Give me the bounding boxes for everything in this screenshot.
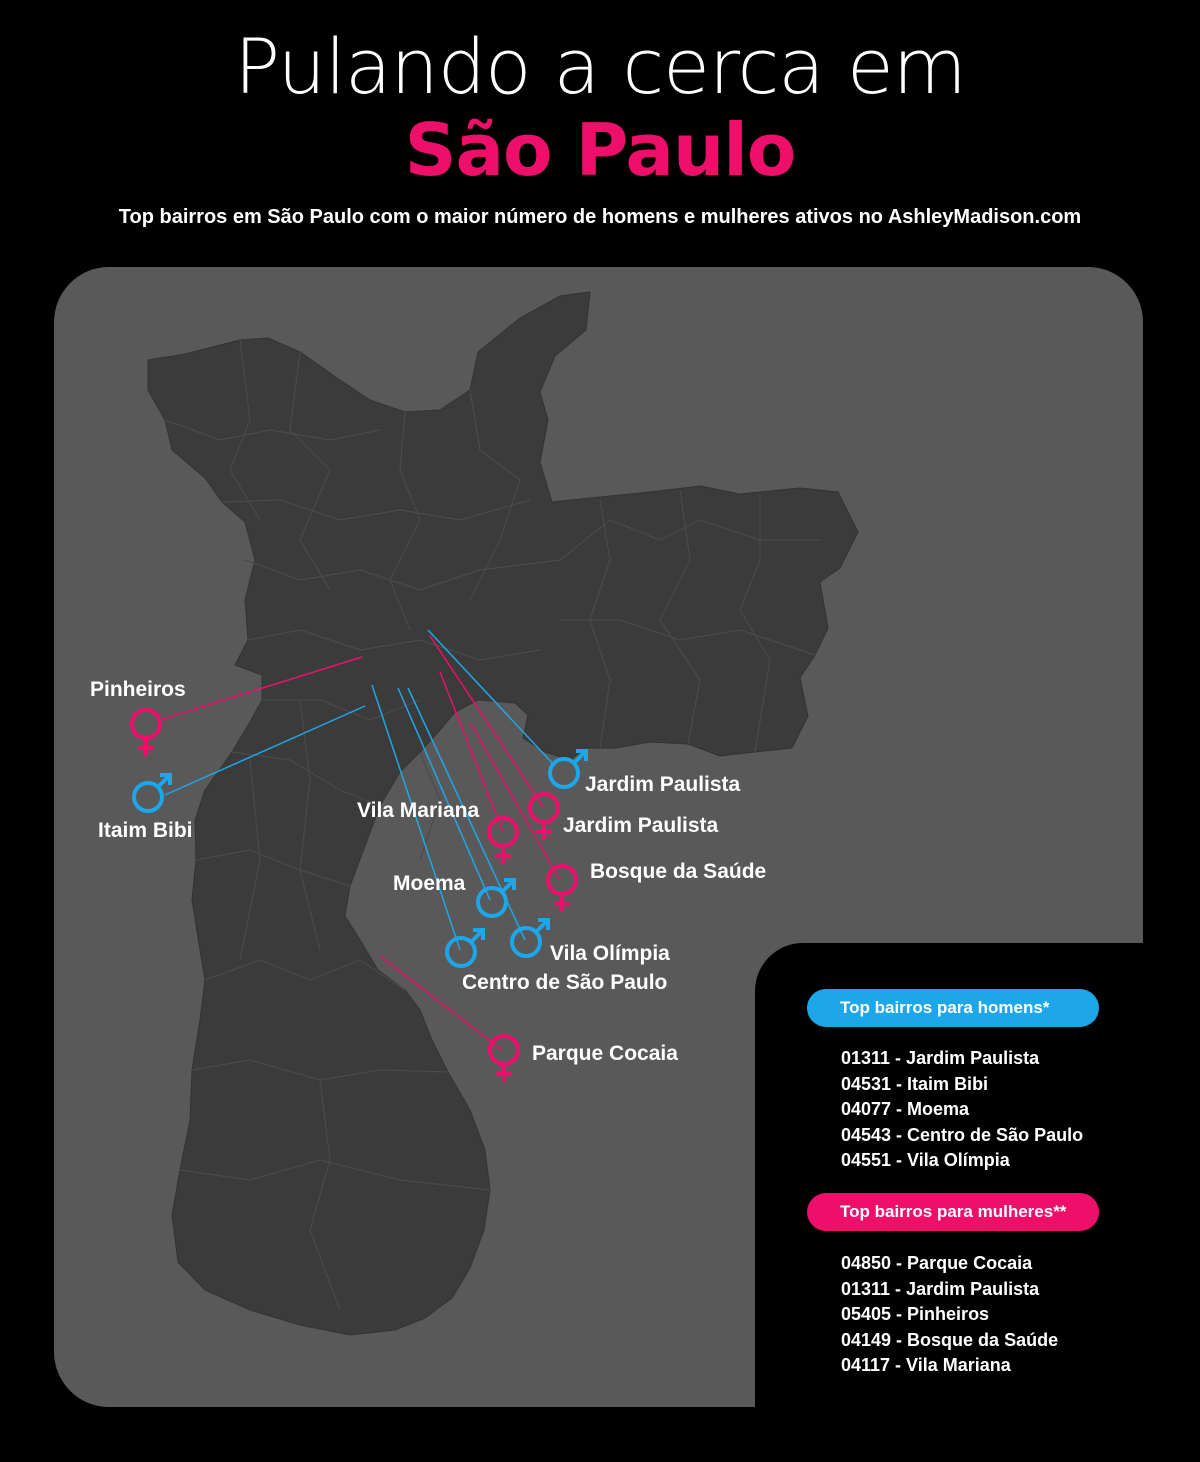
map-label-jardim-paulista-female: Jardim Paulista <box>563 814 719 837</box>
map-label-moema: Moema <box>393 872 466 895</box>
legend-women-item: 04850 - Parque Cocaia <box>841 1253 1033 1273</box>
legend-panel <box>755 943 1200 1462</box>
map-label-vila-olimpia: Vila Olímpia <box>550 942 670 965</box>
female-symbol-icon <box>132 710 160 756</box>
legend-women-item: 05405 - Pinheiros <box>841 1304 990 1324</box>
map-label-itaim-bibi: Itaim Bibi <box>98 819 193 842</box>
subtitle: Top bairros em São Paulo com o maior número de homens e mulheres ativos no AshleyMadison.com <box>118 206 1082 228</box>
map-label-parque-cocaia: Parque Cocaia <box>532 1042 678 1065</box>
female-symbol-icon <box>548 866 576 912</box>
map-label-vila-mariana: Vila Mariana <box>357 799 480 822</box>
map-label-bosque-da-saude: Bosque da Saúde <box>590 860 767 883</box>
legend-women-item: 04149 - Bosque da Saúde <box>841 1329 1059 1350</box>
legend-women-item: 01311 - Jardim Paulista <box>841 1278 1040 1299</box>
legend-men-item: 04077 - Moema <box>841 1099 970 1119</box>
map-label-centro: Centro de São Paulo <box>462 971 668 994</box>
male-symbol-icon <box>447 930 483 966</box>
legend-women-header: Top bairros para mulheres** <box>807 1193 1099 1231</box>
legend-women-item: 04117 - Vila Mariana <box>841 1355 1011 1375</box>
map-label-pinheiros: Pinheiros <box>90 678 186 701</box>
legend-men-item: 04543 - Centro de São Paulo <box>841 1124 1084 1145</box>
legend-men-item: 04531 - Itaim Bibi <box>841 1073 989 1094</box>
title-line-1: Pulando a cerca em <box>234 22 966 111</box>
female-symbol-icon <box>489 818 517 864</box>
legend-men-item: 04551 - Vila Olímpia <box>841 1150 1010 1170</box>
female-symbol-icon <box>530 794 558 840</box>
legend-men-list <box>841 1046 1083 1174</box>
title-line-2: São Paulo <box>404 108 796 192</box>
legend-men-item: 01311 - Jardim Paulista <box>841 1048 1040 1068</box>
male-symbol-icon <box>134 775 170 811</box>
map-label-jardim-paulista-male: Jardim Paulista <box>585 773 741 796</box>
legend-women-list <box>841 1251 1058 1379</box>
legend-men-header: Top bairros para homens* <box>807 989 1099 1027</box>
female-symbol-icon <box>490 1036 518 1082</box>
